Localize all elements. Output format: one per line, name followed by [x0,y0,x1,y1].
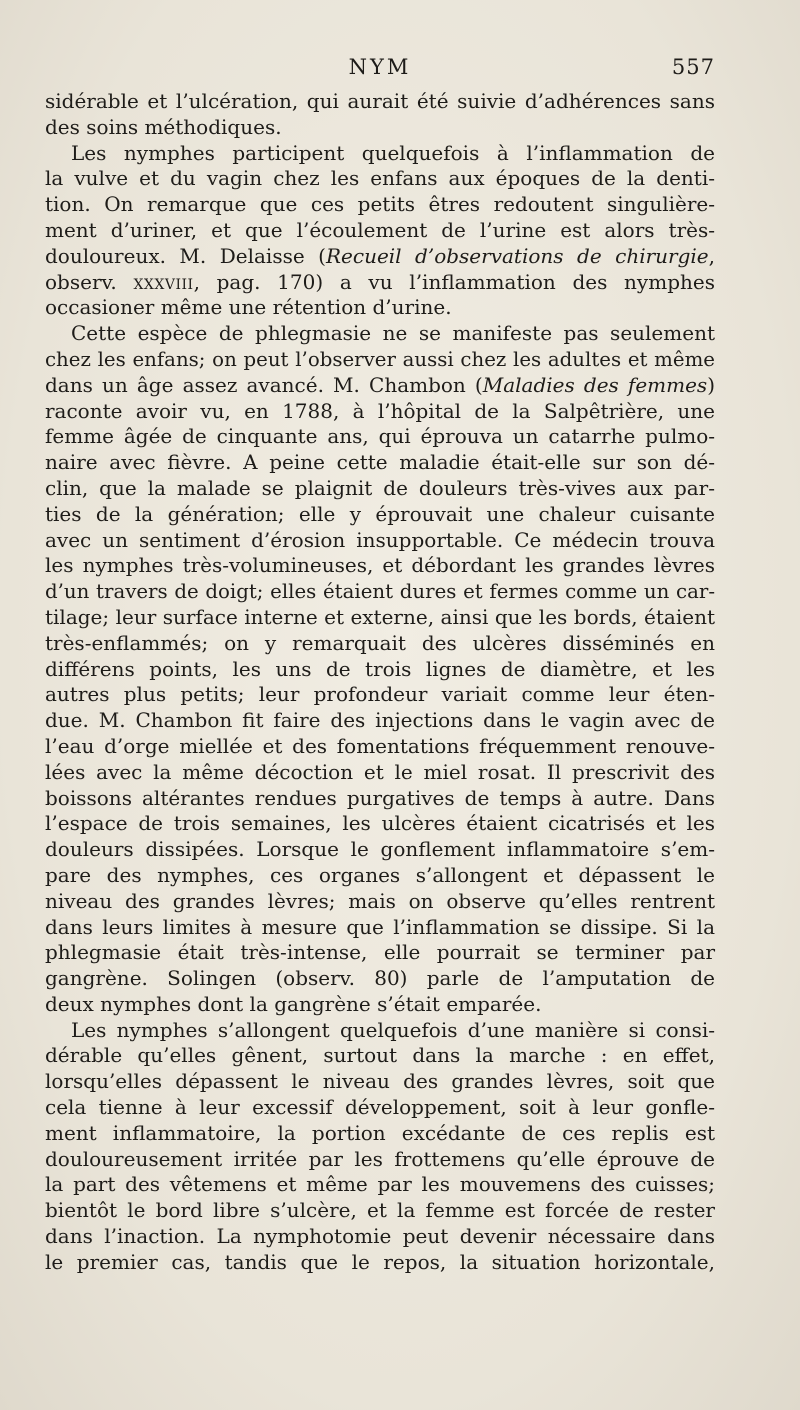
text-line: l’eau d’orge miellée et des fomentations fréquemment renouve- [45,733,715,758]
page-header [45,55,715,85]
text-line: pare des nymphes, ces organes s’allongent et dépassent le [45,862,715,887]
text-line: lées avec la même décoction et le miel rosat. Il prescrivit des [45,759,715,784]
text-line: dérable qu’elles gênent, surtout dans la marche : en effet, [45,1043,715,1068]
text-line: gangrène. Solingen (observ. 80) parle de l’amputation de [45,966,715,991]
text-line: phlegmasie était très-intense, elle pourrait se terminer par [45,940,715,965]
text-line: autres plus petits; leur profondeur variait comme leur éten- [45,682,715,707]
page-number: 557 [671,55,715,79]
text-line: les nymphes très-volumineuses, et débordant les grandes lèvres [45,553,715,578]
text-line: ties de la génération; elle y éprouvait une chaleur cuisante [45,501,715,526]
text-line: femme âgée de cinquante ans, qui éprouva un catarrhe pulmo- [45,424,715,449]
text-line: cela tienne à leur excessif développement, soit à leur gonfle- [45,1095,715,1120]
text-line: clin, que la malade se plaignit de douleurs très-vives aux par- [45,475,715,500]
text-line: naire avec fièvre. A peine cette maladie était-elle sur son dé- [45,450,715,475]
text-line: très-enflammés; on y remarquait des ulcères disséminés en [45,630,715,655]
text-line [45,270,715,296]
text-span: , pag. 170) a vu l’inflammation des nymphes [193,269,715,294]
text-line: le premier cas, tandis que le repos, la situation horizontale, [45,1249,715,1274]
body-text [45,89,715,1276]
text-line: sidérable et l’ulcération, qui aurait été suivie d’adhérences sans [45,89,715,113]
text-line: d’un travers de doigt; elles étaient dures et fermes comme un car- [45,580,715,604]
text-line: boissons altérantes rendues purgatives de temps à autre. Dans [45,785,715,810]
text-span: dans un âge assez avancé. M. Chambon ( [45,372,483,397]
text-line: douleurs dissipées. Lorsque le gonflement inflammatoire s’em- [45,837,715,862]
text-line [45,373,715,399]
text-line: différens points, les uns de trois lignes de diamètre, et les [45,656,715,681]
text-line: tilage; leur surface interne et externe, ainsi que les bords, étaient [45,604,715,629]
text-line: avec un sentiment d’érosion insupportable. Ce médecin trouva [45,527,715,552]
text-line: ment d’uriner, et que l’écoulement de l’urine est alors très- [45,217,715,242]
roman-numeral: xxxviii [133,269,194,294]
text-line: la part des vêtemens et même par les mouvemens des cuisses; [45,1172,715,1197]
text-line: bientôt le bord libre s’ulcère, et la femme est forcée de rester [45,1198,715,1223]
text-line: douloureusement irritée par les frottemens qu’elle éprouve de [45,1146,715,1171]
running-head: NYM [348,55,412,79]
text-line: deux nymphes dont la gangrène s’était emparée. [45,991,542,1016]
text-line: Les nymphes participent quelquefois à l’inflammation de [71,140,715,165]
text-line: l’espace de trois semaines, les ulcères étaient cicatrisés et les [45,811,715,836]
text-line: ment inflammatoire, la portion excédante de ces replis est [45,1120,715,1145]
text-line: la vulve et du vagin chez les enfans aux époques de la denti- [45,166,715,191]
text-line [45,244,715,270]
text-line: chez les enfans; on peut l’observer aussi chez les adultes et même [45,347,715,371]
text-line: Les nymphes s’allongent quelquefois d’une manière si consi- [71,1017,715,1042]
text-line: Cette espèce de phlegmasie ne se manifeste pas seulement [71,321,715,346]
text-line: dans leurs limites à mesure que l’inflammation se dissipe. Si la [45,914,715,939]
text-line: niveau des grandes lèvres; mais on observe qu’elles rentrent [45,888,715,913]
italic-citation: Recueil d’observations de chirurgie [325,243,709,268]
italic-citation: Maladies des femmes [482,372,708,397]
text-line: due. M. Chambon fit faire des injections dans le vagin avec de [45,708,715,733]
text-span: observ. [45,269,134,294]
text-line: raconte avoir vu, en 1788, à l’hôpital de la Salpêtrière, une [45,398,715,423]
text-line: occasioner même une rétention d’urine. [45,295,452,320]
text-span: , [708,243,716,268]
text-line: lorsqu’elles dépassent le niveau des grandes lèvres, soit que [45,1069,715,1094]
text-span: douloureux. M. Delaisse ( [45,243,326,268]
text-line: des soins méthodiques. [45,114,282,139]
text-line: dans l’inaction. La nymphotomie peut devenir nécessaire dans [45,1224,715,1249]
text-span: ) [707,372,715,397]
text-line: tion. On remarque que ces petits êtres redoutent singulière- [45,192,715,217]
